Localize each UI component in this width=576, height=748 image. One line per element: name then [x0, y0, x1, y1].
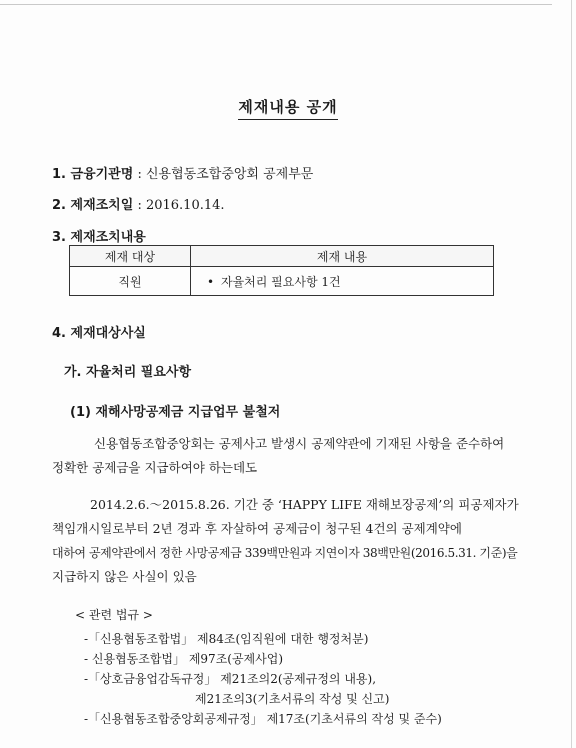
top-edge-line — [0, 4, 552, 5]
paragraph-facts — [52, 493, 522, 589]
paragraph-line: 2014.2.6.～2015.8.26. 기간 중 ‘HAPPY LIFE 재해보장공제’의 피공제자가 — [90, 497, 519, 512]
paragraph-requirement — [52, 432, 522, 480]
document-title-wrap — [0, 96, 576, 120]
section-action-label: 3. 제재조치내용 — [52, 230, 146, 245]
section-institution-value: : 신용협동조합중앙회 공제부문 — [137, 167, 314, 182]
subsection-a: 가. 자율처리 필요사항 — [64, 365, 192, 380]
law-item: -「신용협동조합중앙회공제규정」 제17조(기초서류의 작성 및 준수) — [84, 712, 442, 726]
section-facts — [52, 322, 146, 341]
section-date-value: : 2016.10.14. — [137, 198, 225, 213]
section-date-label: 2. 제재조치일 — [52, 198, 134, 213]
related-laws — [75, 606, 442, 729]
section-date — [52, 194, 225, 213]
law-item: - 신용협동조합법」 제97조(공제사업) — [84, 652, 284, 666]
table-cell-content-text: 자율처리 필요사항 1건 — [221, 274, 341, 289]
paragraph-line: 대하여 공제약관에서 정한 사망공제금 339백만원과 지연이자 38백만원(2016.5.31. 기준)을 — [52, 546, 518, 560]
table-header-target: 제재 대상 — [70, 246, 191, 267]
section-facts-label: 4. 제재대상사실 — [52, 326, 146, 341]
bullet-icon: • — [207, 274, 215, 289]
law-item: -「신용협동조합법」 제84조(임직원에 대한 행정처분) — [84, 632, 369, 646]
section-action — [52, 226, 146, 245]
section-institution-label: 1. 금융기관명 — [52, 167, 134, 182]
paragraph-line: 정확한 공제금을 지급하여야 하는데도 — [52, 460, 258, 475]
table-cell-content — [191, 267, 494, 296]
table-header-content: 제재 내용 — [191, 246, 494, 267]
paragraph-line: 지급하지 않은 사실이 있음 — [52, 569, 197, 584]
subsection-1: (1) 재해사망공제금 지급업무 불철저 — [70, 405, 281, 420]
document-title: 제재내용 공개 — [238, 96, 337, 120]
sanction-table — [69, 245, 494, 296]
section-institution — [52, 163, 313, 182]
table-cell-target: 직원 — [70, 267, 191, 296]
law-item-continued: 제21조의3(기초서류의 작성 및 신고) — [195, 692, 390, 706]
paragraph-line: 책임개시일로부터 2년 경과 후 자살하여 공제금이 청구된 4건의 공제계약에 — [52, 521, 462, 536]
table-header-row — [70, 246, 494, 267]
paragraph-line: 신용협동조합중앙회는 공제사고 발생시 공제약관에 기재된 사항을 준수하여 — [94, 436, 505, 451]
table-row — [70, 267, 494, 296]
law-item: -「상호금융업감독규정」 제21조의2(공제규정의 내용), — [84, 672, 377, 686]
related-laws-header: < 관련 법규 > — [75, 608, 153, 622]
